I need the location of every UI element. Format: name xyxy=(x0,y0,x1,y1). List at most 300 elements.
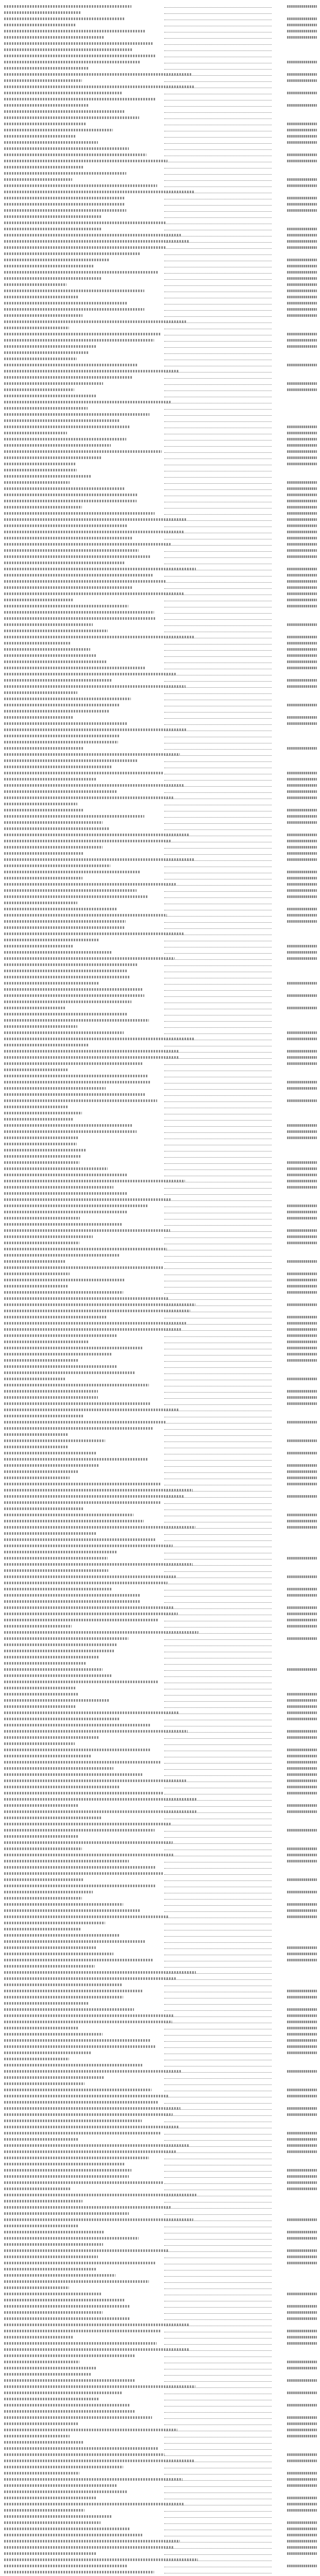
entry-amount xyxy=(273,479,317,485)
entry-amount xyxy=(273,949,317,955)
ledger-row xyxy=(4,2538,317,2544)
entry-label-filler xyxy=(4,722,127,725)
entry-amount xyxy=(273,2068,317,2074)
entry-amount xyxy=(273,1338,317,1345)
entry-amount xyxy=(273,1227,317,1233)
entry-amount-filler xyxy=(287,1390,317,1393)
ledger-row xyxy=(4,1895,317,1901)
entry-label-filler xyxy=(4,1205,148,1207)
entry-label xyxy=(4,1481,273,1487)
entry-amount-filler xyxy=(287,1242,317,1244)
entry-amount-filler xyxy=(287,444,317,447)
ledger-row xyxy=(4,1054,317,1060)
entry-label-filler xyxy=(4,2175,129,2178)
entry-amount xyxy=(273,2482,317,2488)
entry-label xyxy=(4,1641,273,1648)
entry-label xyxy=(4,1159,273,1165)
entry-amount xyxy=(273,646,317,652)
entry-label xyxy=(4,454,273,461)
entry-amount xyxy=(273,269,317,275)
entry-label xyxy=(4,492,273,498)
ledger-row xyxy=(4,640,317,646)
ledger-row xyxy=(4,850,317,856)
entry-amount-filler xyxy=(287,685,317,688)
entry-label xyxy=(4,1326,273,1332)
entry-amount xyxy=(273,1178,317,1184)
ledger-row xyxy=(4,207,317,213)
entry-amount-filler xyxy=(287,2392,317,2394)
entry-label xyxy=(4,1011,273,1017)
entry-label xyxy=(4,1703,273,1709)
ledger-row xyxy=(4,609,317,615)
entry-amount-filler xyxy=(287,914,317,917)
ledger-row xyxy=(4,1505,317,1512)
entry-amount-filler xyxy=(287,1056,317,1059)
ledger-row xyxy=(4,2049,317,2056)
entry-label-filler xyxy=(4,1285,68,1287)
entry-label xyxy=(4,2414,273,2420)
entry-amount-filler xyxy=(287,246,317,249)
ledger-row xyxy=(4,2216,317,2223)
entry-amount xyxy=(273,510,317,516)
entry-amount xyxy=(273,207,317,213)
entry-amount-filler xyxy=(287,61,317,63)
entry-amount-filler xyxy=(287,1341,317,1343)
ledger-row xyxy=(4,2482,317,2488)
ledger-row xyxy=(4,1864,317,1870)
entry-label xyxy=(4,96,273,102)
entry-label xyxy=(4,1444,273,1450)
entry-amount xyxy=(273,139,317,145)
ledger-row xyxy=(4,15,317,22)
ledger-row xyxy=(4,1104,317,1110)
entry-label-filler xyxy=(4,24,76,26)
entry-amount-filler xyxy=(287,1810,317,1813)
entry-amount xyxy=(273,90,317,96)
entry-label-filler xyxy=(4,252,140,255)
entry-amount xyxy=(273,1314,317,1320)
entry-amount xyxy=(273,2451,317,2458)
entry-amount-filler xyxy=(287,1625,317,1628)
entry-label xyxy=(4,1419,273,1425)
entry-label-filler xyxy=(4,2540,180,2543)
entry-label-filler xyxy=(4,1099,157,1102)
entry-amount xyxy=(273,1283,317,1289)
entry-amount xyxy=(273,2031,317,2037)
entry-label xyxy=(4,844,273,850)
ledger-row xyxy=(4,998,317,1005)
entry-label xyxy=(4,2538,273,2544)
ledger-row xyxy=(4,331,317,337)
ledger-row xyxy=(4,1932,317,1938)
ledger-row xyxy=(4,1227,317,1233)
entry-label-filler xyxy=(4,809,83,811)
entry-label xyxy=(4,1765,273,1771)
entry-label xyxy=(4,683,273,689)
ledger-row xyxy=(4,2043,317,2049)
entry-label-filler xyxy=(4,2571,154,2573)
entry-amount-filler xyxy=(287,2107,317,2110)
entry-label-filler xyxy=(4,1909,140,1912)
ledger-row xyxy=(4,1975,317,1981)
entry-amount-filler xyxy=(287,2435,317,2437)
ledger-row xyxy=(4,535,317,541)
entry-amount-filler xyxy=(287,339,317,342)
entry-label xyxy=(4,2111,273,2117)
entry-label xyxy=(4,1598,273,1604)
entry-label xyxy=(4,2532,273,2538)
entry-label xyxy=(4,1165,273,1172)
entry-amount-filler xyxy=(287,2231,317,2233)
entry-label-filler xyxy=(4,234,181,236)
entry-amount xyxy=(273,133,317,139)
entry-label xyxy=(4,393,273,399)
entry-amount xyxy=(273,127,317,133)
entry-label xyxy=(4,207,273,213)
entry-label-filler xyxy=(4,1903,123,1906)
entry-label xyxy=(4,2495,273,2501)
entry-amount-filler xyxy=(287,2484,317,2487)
entry-label xyxy=(4,479,273,485)
entry-label xyxy=(4,53,273,59)
entry-label xyxy=(4,430,273,436)
ledger-row xyxy=(4,621,317,628)
ledger-row xyxy=(4,584,317,590)
entry-amount xyxy=(273,1518,317,1524)
entry-label xyxy=(4,2451,273,2458)
entry-label xyxy=(4,1270,273,1277)
entry-label-filler xyxy=(4,1829,155,1832)
entry-label-filler xyxy=(4,79,82,82)
ledger-row xyxy=(4,2099,317,2105)
entry-amount-filler xyxy=(287,234,317,236)
ledger-row xyxy=(4,2124,317,2130)
entry-amount xyxy=(273,1907,317,1913)
entry-label xyxy=(4,1981,273,1988)
ledger-row xyxy=(4,1128,317,1134)
ledger-row xyxy=(4,807,317,813)
ledger-row xyxy=(4,2445,317,2451)
entry-label-filler xyxy=(4,1711,178,1714)
entry-label xyxy=(4,770,273,776)
entry-amount xyxy=(273,1351,317,1357)
ledger-row xyxy=(4,269,317,275)
entry-label-filler xyxy=(4,166,84,168)
entry-amount xyxy=(273,1901,317,1907)
ledger-row xyxy=(4,2278,317,2284)
entry-amount-filler xyxy=(287,2503,317,2505)
entry-label xyxy=(4,980,273,986)
entry-label-filler xyxy=(4,401,172,403)
entry-amount-filler xyxy=(287,364,317,366)
entry-amount-filler xyxy=(287,2453,317,2456)
ledger-row xyxy=(4,1580,317,1586)
entry-amount-filler xyxy=(287,543,317,546)
entry-label-filler xyxy=(4,1773,143,1776)
entry-amount-filler xyxy=(287,2422,317,2425)
entry-label-filler xyxy=(4,376,132,379)
ledger-row xyxy=(4,2235,317,2241)
entry-amount-filler xyxy=(287,846,317,849)
ledger-row xyxy=(4,182,317,189)
ledger-row xyxy=(4,2402,317,2408)
ledger-row xyxy=(4,213,317,219)
entry-label-filler xyxy=(4,2274,115,2277)
entry-amount xyxy=(273,2519,317,2526)
ledger-row xyxy=(4,1147,317,1153)
entry-amount-filler xyxy=(287,1514,317,1516)
entry-label-filler xyxy=(4,1891,93,1893)
entry-amount-filler xyxy=(287,296,317,298)
entry-amount-filler xyxy=(287,1804,317,1807)
entry-label-filler xyxy=(4,2188,70,2190)
entry-label-filler xyxy=(4,784,184,787)
entry-label-filler xyxy=(4,2033,103,2036)
entry-label-filler xyxy=(4,1069,69,1071)
ledger-row xyxy=(4,343,317,349)
ledger-row xyxy=(4,1957,317,1963)
entry-amount-filler xyxy=(287,871,317,873)
entry-amount xyxy=(273,578,317,584)
ledger-row xyxy=(4,1233,317,1240)
entry-label xyxy=(4,2507,273,2513)
ledger-row xyxy=(4,1734,317,1740)
entry-label xyxy=(4,1796,273,1802)
entry-amount xyxy=(273,294,317,300)
entry-label-filler xyxy=(4,957,175,960)
entry-label xyxy=(4,1468,273,1475)
entry-label xyxy=(4,90,273,96)
ledger-row xyxy=(4,1437,317,1444)
entry-label-filler xyxy=(4,1594,141,1597)
entry-amount-filler xyxy=(287,2218,317,2221)
entry-label xyxy=(4,102,273,108)
entry-label xyxy=(4,1277,273,1283)
ledger-row xyxy=(4,2161,317,2167)
entry-amount-filler xyxy=(287,660,317,663)
entry-amount xyxy=(273,912,317,918)
entry-amount-filler xyxy=(287,1291,317,1294)
entry-amount xyxy=(273,881,317,887)
entry-amount xyxy=(273,2526,317,2532)
entry-label-filler xyxy=(4,2392,122,2394)
entry-label xyxy=(4,1951,273,1957)
ledger-row xyxy=(4,1728,317,1734)
entry-label-filler xyxy=(4,1359,78,1362)
entry-amount-filler xyxy=(287,1606,317,1609)
entry-label-filler xyxy=(4,790,117,793)
entry-label-filler xyxy=(4,2305,129,2308)
entry-amount-filler xyxy=(287,2361,317,2363)
entry-label xyxy=(4,652,273,658)
entry-label xyxy=(4,1716,273,1722)
entry-label-filler xyxy=(4,320,186,323)
entry-label xyxy=(4,176,273,182)
ledger-row xyxy=(4,2142,317,2148)
entry-label-filler xyxy=(4,2361,79,2363)
entry-amount-filler xyxy=(287,1483,317,1485)
entry-label xyxy=(4,937,273,943)
entry-amount xyxy=(273,2365,317,2371)
entry-label-filler xyxy=(4,549,139,552)
ledger-row xyxy=(4,2198,317,2204)
entry-label xyxy=(4,560,273,566)
ledger-row xyxy=(4,1141,317,1147)
entry-label-filler xyxy=(4,197,124,199)
ledger-row xyxy=(4,1549,317,1555)
ledger-row xyxy=(4,628,317,634)
ledger-row xyxy=(4,825,317,832)
entry-label-filler xyxy=(4,2466,123,2468)
entry-label xyxy=(4,1827,273,1833)
entry-label-filler xyxy=(4,345,96,348)
entry-amount xyxy=(273,1258,317,1264)
ledger-row xyxy=(4,355,317,362)
entry-amount xyxy=(273,1957,317,1963)
entry-label xyxy=(4,294,273,300)
entry-amount xyxy=(273,343,317,349)
entry-label xyxy=(4,609,273,615)
entry-label-filler xyxy=(4,1674,111,1677)
entry-amount xyxy=(273,770,317,776)
entry-label xyxy=(4,1066,273,1073)
ledger-row xyxy=(4,1611,317,1617)
entry-label-filler xyxy=(4,1038,194,1040)
entry-label-filler xyxy=(4,2058,69,2060)
entry-label-filler xyxy=(4,660,107,663)
entry-label xyxy=(4,1994,273,2000)
entry-amount xyxy=(273,2427,317,2433)
entry-amount-filler xyxy=(287,2472,317,2475)
ledger-row xyxy=(4,930,317,937)
entry-amount xyxy=(273,2049,317,2056)
entry-label xyxy=(4,139,273,145)
ledger-row xyxy=(4,238,317,244)
entry-label xyxy=(4,597,273,603)
entry-label-filler xyxy=(4,172,126,175)
entry-label-filler xyxy=(4,147,129,150)
entry-amount xyxy=(273,1771,317,1777)
entry-label xyxy=(4,1351,273,1357)
ledger-row xyxy=(4,473,317,479)
ledger-row xyxy=(4,226,317,232)
ledger-row xyxy=(4,696,317,702)
ledger-row xyxy=(4,9,317,15)
entry-label-filler xyxy=(4,895,147,898)
entry-label xyxy=(4,1147,273,1153)
entry-label-filler xyxy=(4,55,156,57)
entry-label xyxy=(4,720,273,726)
ledger-row xyxy=(4,2062,317,2068)
ledger-row xyxy=(4,1839,317,1845)
entry-amount-filler xyxy=(287,2039,317,2042)
entry-amount xyxy=(273,2235,317,2241)
entry-label xyxy=(4,2340,273,2346)
entry-amount xyxy=(273,1400,317,1406)
ledger-row xyxy=(4,1444,317,1450)
entry-label-filler xyxy=(4,877,82,879)
entry-label-filler xyxy=(4,1155,81,1158)
ledger-row xyxy=(4,2080,317,2087)
entry-label xyxy=(4,2198,273,2204)
entry-label-filler xyxy=(4,481,70,484)
entry-label-filler xyxy=(4,2398,99,2400)
entry-label xyxy=(4,1394,273,1400)
entry-amount xyxy=(273,1512,317,1518)
ledger-row xyxy=(4,2260,317,2266)
entry-label xyxy=(4,906,273,912)
ledger-row xyxy=(4,1425,317,1431)
entry-label xyxy=(4,1685,273,1691)
entry-amount-filler xyxy=(287,92,317,94)
ledger-row xyxy=(4,1215,317,1221)
entry-amount-filler xyxy=(287,1575,317,1578)
entry-label-filler xyxy=(4,766,112,768)
entry-amount-filler xyxy=(287,654,317,657)
entry-label-filler xyxy=(4,1545,173,1547)
entry-label xyxy=(4,2284,273,2291)
ledger-row xyxy=(4,1413,317,1419)
entry-amount-filler xyxy=(287,1347,317,1349)
entry-amount-filler xyxy=(287,636,317,638)
entry-amount xyxy=(273,1790,317,1796)
entry-label xyxy=(4,182,273,189)
entry-label-filler xyxy=(4,1841,173,1844)
entry-label xyxy=(4,1747,273,1753)
entry-label xyxy=(4,1530,273,1536)
entry-label xyxy=(4,1512,273,1518)
entry-amount-filler xyxy=(287,1786,317,1788)
entry-label-filler xyxy=(4,469,77,471)
entry-label xyxy=(4,646,273,652)
entry-amount-filler xyxy=(287,2478,317,2481)
ledger-row xyxy=(4,2464,317,2470)
entry-amount-filler xyxy=(287,290,317,292)
ledger-row xyxy=(4,510,317,516)
entry-amount xyxy=(273,1128,317,1134)
entry-label-filler xyxy=(4,1718,120,1720)
entry-label-filler xyxy=(4,18,125,20)
ledger-row xyxy=(4,665,317,671)
entry-amount-filler xyxy=(287,1773,317,1776)
ledger-row xyxy=(4,1221,317,1227)
entry-amount-filler xyxy=(287,1594,317,1597)
ledger-row xyxy=(4,1623,317,1629)
entry-label-filler xyxy=(4,2565,127,2567)
entry-amount xyxy=(273,275,317,281)
entry-label-filler xyxy=(4,1940,145,1943)
entry-label-filler xyxy=(4,215,101,218)
entry-label xyxy=(4,2513,273,2519)
entry-amount-filler xyxy=(287,2021,317,2023)
entry-amount-filler xyxy=(287,1099,317,1102)
entry-amount-filler xyxy=(287,1334,317,1337)
entry-label-filler xyxy=(4,1625,72,1628)
entry-amount xyxy=(273,1604,317,1611)
entry-amount-filler xyxy=(287,1730,317,1733)
entry-amount-filler xyxy=(287,1279,317,1281)
ledger-row xyxy=(4,2488,317,2495)
entry-label-filler xyxy=(4,1965,95,1968)
entry-label-filler xyxy=(4,741,118,743)
ledger-row xyxy=(4,448,317,454)
entry-label xyxy=(4,1567,273,1573)
entry-amount xyxy=(273,121,317,127)
entry-amount xyxy=(273,1376,317,1382)
entry-label xyxy=(4,1839,273,1845)
entry-label xyxy=(4,566,273,572)
entry-amount xyxy=(273,1345,317,1351)
